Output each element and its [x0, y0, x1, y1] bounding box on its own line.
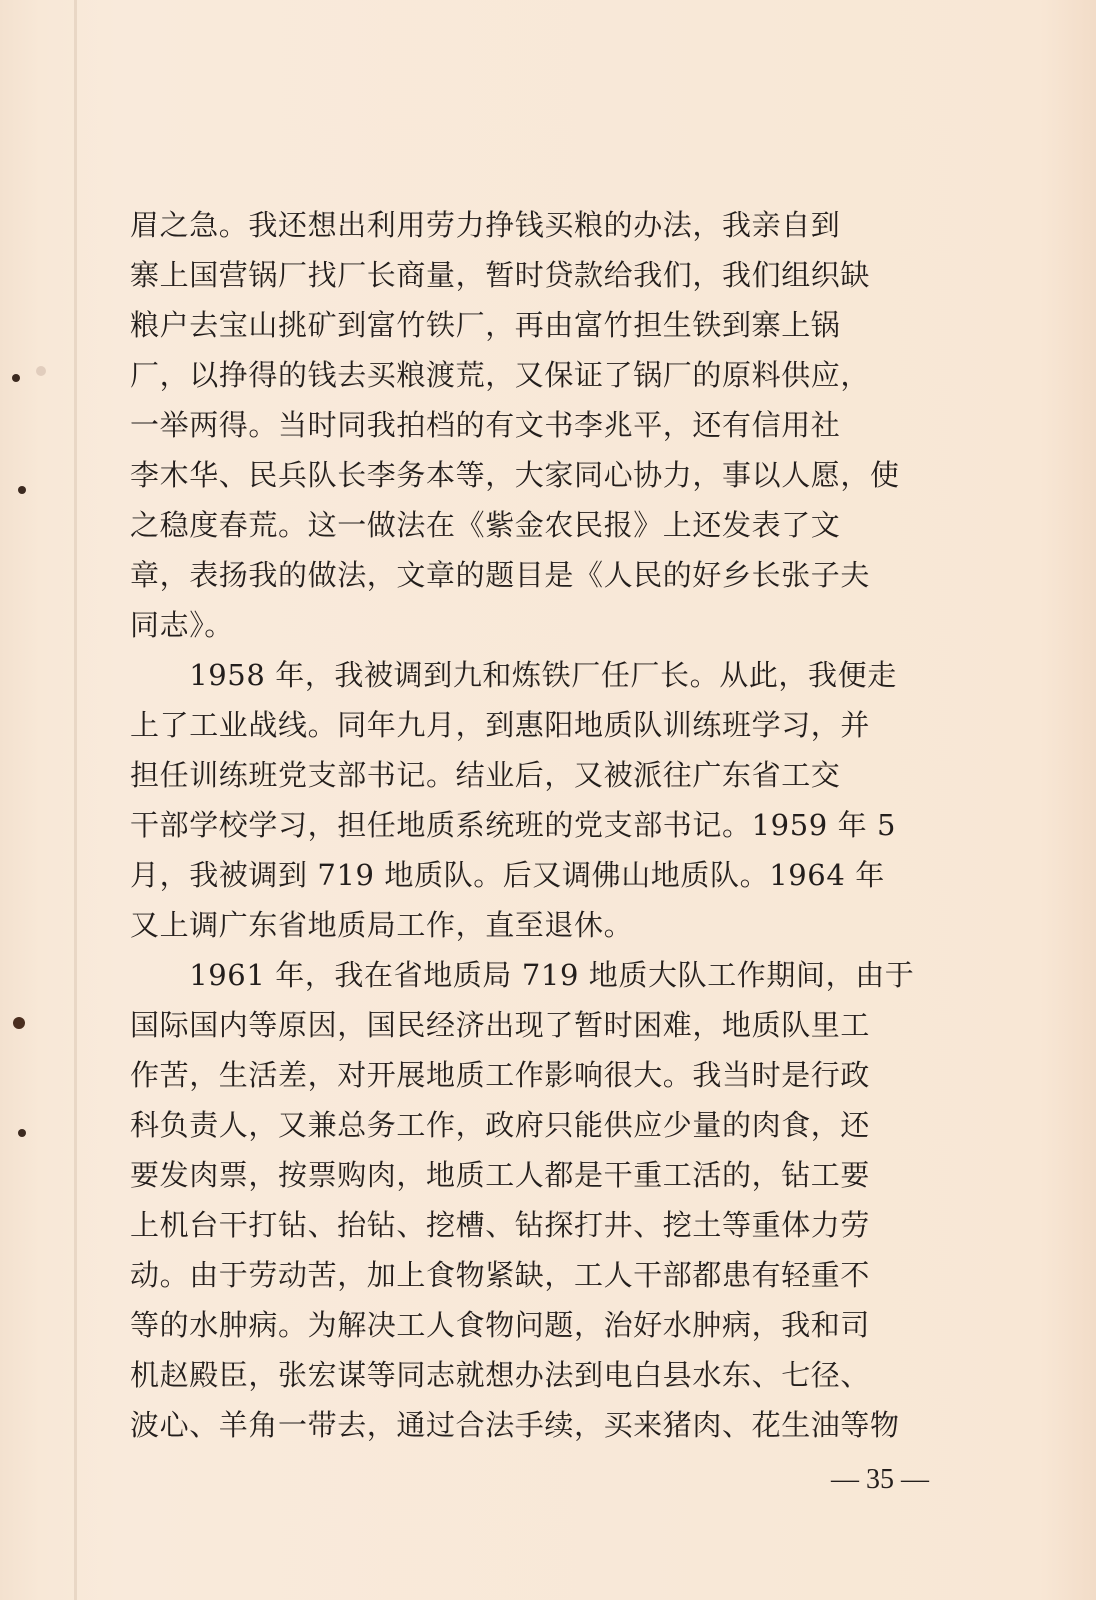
punch-hole	[18, 486, 26, 494]
text-line: 担任训练班党支部书记。结业后，又被派往广东省工交	[130, 758, 841, 792]
text-line: 同志》。	[130, 608, 234, 642]
text-line: 上机台干打钻、抬钻、挖槽、钻探打井、挖土等重体力劳	[130, 1208, 871, 1242]
text-line: 之稳度春荒。这一做法在《紫金农民报》上还发表了文	[130, 508, 841, 542]
text-line: 寨上国营锅厂找厂长商量，暂时贷款给我们，我们组织缺	[130, 258, 871, 292]
text-line: 动。由于劳动苦，加上食物紧缺，工人干部都患有轻重不	[130, 1258, 871, 1292]
text-line: 章，表扬我的做法，文章的题目是《人民的好乡长张子夫	[130, 558, 871, 592]
punch-hole	[12, 374, 20, 382]
text-line: 又上调广东省地质局工作，直至退休。	[130, 908, 634, 942]
text-line: 上了工业战线。同年九月，到惠阳地质队训练班学习，并	[130, 708, 871, 742]
text-line: 国际国内等原因，国民经济出现了暂时困难，地质队里工	[130, 1008, 871, 1042]
punch-hole	[13, 1017, 25, 1029]
text-line: 厂，以挣得的钱去买粮渡荒，又保证了锅厂的原料供应，	[130, 358, 871, 392]
text-line: 科负责人，又兼总务工作，政府只能供应少量的肉食，还	[130, 1108, 871, 1142]
text-line: 粮户去宝山挑矿到富竹铁厂，再由富竹担生铁到寨上锅	[130, 308, 841, 342]
text-line: 月，我被调到 719 地质队。后又调佛山地质队。1964 年	[130, 858, 885, 892]
page-number: — 35 —	[831, 1464, 929, 1495]
text-line: 1958 年，我被调到九和炼铁厂任厂长。从此，我便走	[130, 658, 897, 692]
text-line: 一举两得。当时同我拍档的有文书李兆平，还有信用社	[130, 408, 841, 442]
text-line: 干部学校学习，担任地质系统班的党支部书记。1959 年 5	[130, 808, 897, 842]
text-line: 要发肉票，按票购肉，地质工人都是干重工活的，钻工要	[130, 1158, 871, 1192]
text-line: 机赵殿臣，张宏谋等同志就想办法到电白县水东、七径、	[130, 1358, 871, 1392]
punch-hole	[36, 366, 46, 376]
text-line: 眉之急。我还想出利用劳力挣钱买粮的办法，我亲自到	[130, 208, 841, 242]
binding-line	[74, 0, 77, 1600]
text-line: 李木华、民兵队长李务本等，大家同心协力，事以人愿，使	[130, 458, 900, 492]
body-text	[130, 200, 975, 1450]
punch-hole	[18, 1129, 26, 1137]
text-line: 等的水肿病。为解决工人食物问题，治好水肿病，我和司	[130, 1308, 871, 1342]
text-line: 作苦，生活差，对开展地质工作影响很大。我当时是行政	[130, 1058, 871, 1092]
text-line: 波心、羊角一带去，通过合法手续，买来猪肉、花生油等物	[130, 1408, 900, 1442]
text-line: 1961 年，我在省地质局 719 地质大队工作期间，由于	[130, 958, 915, 992]
